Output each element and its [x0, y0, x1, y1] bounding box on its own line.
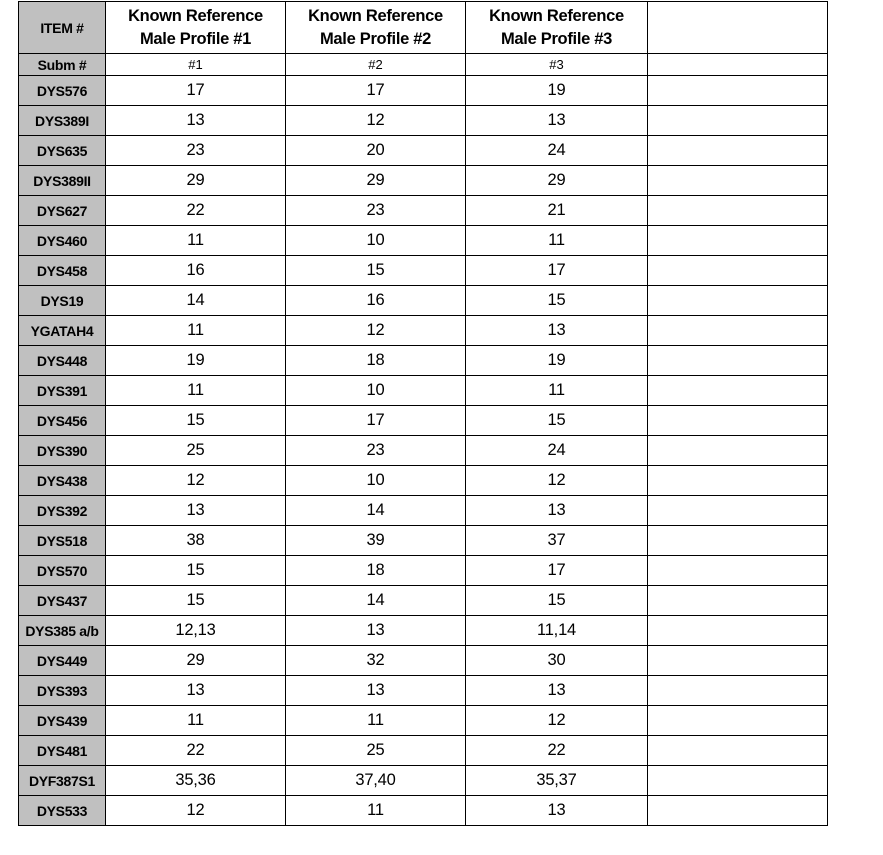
- allele-value: 12: [286, 316, 466, 346]
- allele-value: [648, 496, 828, 526]
- allele-value: 35,37: [466, 766, 648, 796]
- allele-value: 37: [466, 526, 648, 556]
- marker-label: YGATAH4: [19, 316, 106, 346]
- allele-value: 12: [106, 796, 286, 826]
- allele-value: 30: [466, 646, 648, 676]
- allele-value: 25: [286, 736, 466, 766]
- profile-2-header: [286, 2, 466, 54]
- allele-value: 10: [286, 226, 466, 256]
- allele-value: 18: [286, 346, 466, 376]
- table-row: [19, 406, 828, 436]
- table-body: [19, 2, 828, 826]
- table-row: [19, 556, 828, 586]
- table-row: [19, 376, 828, 406]
- allele-value: 17: [466, 256, 648, 286]
- allele-value: [648, 796, 828, 826]
- allele-value: 11: [466, 226, 648, 256]
- allele-value: 10: [286, 376, 466, 406]
- table-row: [19, 706, 828, 736]
- allele-value: 13: [466, 316, 648, 346]
- header-line-1: Known Reference: [489, 6, 624, 25]
- table-row: [19, 796, 828, 826]
- profile-3-header: [466, 2, 648, 54]
- table-row: [19, 196, 828, 226]
- allele-value: 15: [466, 406, 648, 436]
- header-line-1: Known Reference: [308, 6, 443, 25]
- allele-value: 13: [466, 496, 648, 526]
- subm-value: #2: [286, 54, 466, 76]
- allele-value: 17: [286, 76, 466, 106]
- allele-value: [648, 766, 828, 796]
- marker-label: DYS458: [19, 256, 106, 286]
- allele-value: 15: [466, 286, 648, 316]
- allele-value: 15: [106, 556, 286, 586]
- allele-value: 17: [466, 556, 648, 586]
- table-row: [19, 436, 828, 466]
- allele-value: 37,40: [286, 766, 466, 796]
- marker-label: DYS456: [19, 406, 106, 436]
- allele-value: 19: [466, 76, 648, 106]
- allele-value: 13: [466, 106, 648, 136]
- marker-label: DYS449: [19, 646, 106, 676]
- marker-label: DYS393: [19, 676, 106, 706]
- marker-label: DYF387S1: [19, 766, 106, 796]
- allele-value: 22: [106, 196, 286, 226]
- allele-value: 22: [106, 736, 286, 766]
- allele-value: 17: [286, 406, 466, 436]
- table-row: [19, 766, 828, 796]
- marker-label: DYS390: [19, 436, 106, 466]
- header-row: [19, 2, 828, 54]
- marker-label: DYS389I: [19, 106, 106, 136]
- allele-value: [648, 76, 828, 106]
- allele-value: [648, 586, 828, 616]
- allele-value: [648, 616, 828, 646]
- marker-label: DYS570: [19, 556, 106, 586]
- subm-label: Subm #: [19, 54, 106, 76]
- allele-value: 15: [106, 406, 286, 436]
- marker-label: DYS19: [19, 286, 106, 316]
- allele-value: 23: [286, 196, 466, 226]
- allele-value: 11: [466, 376, 648, 406]
- allele-value: 14: [286, 496, 466, 526]
- marker-label: DYS460: [19, 226, 106, 256]
- table-row: [19, 676, 828, 706]
- marker-label: DYS392: [19, 496, 106, 526]
- allele-value: 11: [106, 316, 286, 346]
- marker-label: DYS439: [19, 706, 106, 736]
- allele-value: 35,36: [106, 766, 286, 796]
- table-row: [19, 736, 828, 766]
- allele-value: 15: [106, 586, 286, 616]
- table-row: [19, 286, 828, 316]
- allele-value: [648, 286, 828, 316]
- marker-label: DYS627: [19, 196, 106, 226]
- allele-value: 19: [466, 346, 648, 376]
- table-row: [19, 616, 828, 646]
- table-row: [19, 646, 828, 676]
- allele-value: 12: [466, 466, 648, 496]
- allele-value: 14: [286, 586, 466, 616]
- allele-value: [648, 436, 828, 466]
- allele-value: [648, 406, 828, 436]
- header-line-2: Male Profile #3: [500, 29, 613, 48]
- marker-label: DYS438: [19, 466, 106, 496]
- allele-value: 19: [106, 346, 286, 376]
- allele-value: 11: [286, 706, 466, 736]
- allele-value: [648, 196, 828, 226]
- allele-value: [648, 376, 828, 406]
- allele-value: 14: [106, 286, 286, 316]
- allele-value: 13: [286, 676, 466, 706]
- marker-label: DYS389II: [19, 166, 106, 196]
- table-row: [19, 346, 828, 376]
- allele-value: 13: [466, 796, 648, 826]
- allele-value: [648, 316, 828, 346]
- profile-1-header: [106, 2, 286, 54]
- allele-value: 22: [466, 736, 648, 766]
- table-row: [19, 466, 828, 496]
- allele-value: 23: [286, 436, 466, 466]
- allele-value: [648, 706, 828, 736]
- table-row: [19, 76, 828, 106]
- allele-value: [648, 556, 828, 586]
- table-row: [19, 316, 828, 346]
- subm-value: #3: [466, 54, 648, 76]
- allele-value: 18: [286, 556, 466, 586]
- table-row: [19, 106, 828, 136]
- marker-label: DYS437: [19, 586, 106, 616]
- marker-label: DYS518: [19, 526, 106, 556]
- allele-value: 11,14: [466, 616, 648, 646]
- allele-value: [648, 226, 828, 256]
- allele-value: 12: [286, 106, 466, 136]
- allele-value: 12: [466, 706, 648, 736]
- marker-label: DYS635: [19, 136, 106, 166]
- allele-value: 29: [466, 166, 648, 196]
- header-line-2: Male Profile #1: [139, 29, 252, 48]
- allele-value: 29: [286, 166, 466, 196]
- table-row: [19, 256, 828, 286]
- allele-value: [648, 646, 828, 676]
- allele-value: 23: [106, 136, 286, 166]
- allele-value: 11: [106, 376, 286, 406]
- allele-value: 12: [106, 466, 286, 496]
- allele-value: 15: [286, 256, 466, 286]
- allele-value: 16: [106, 256, 286, 286]
- ystr-profile-table: [18, 1, 828, 826]
- allele-value: 39: [286, 526, 466, 556]
- table-row: [19, 166, 828, 196]
- table-row: [19, 496, 828, 526]
- allele-value: 13: [106, 106, 286, 136]
- allele-value: 10: [286, 466, 466, 496]
- allele-value: 17: [106, 76, 286, 106]
- table-row: [19, 226, 828, 256]
- allele-value: 11: [286, 796, 466, 826]
- allele-value: 13: [106, 496, 286, 526]
- marker-label: DYS481: [19, 736, 106, 766]
- allele-value: 11: [106, 706, 286, 736]
- allele-value: [648, 346, 828, 376]
- allele-value: 29: [106, 646, 286, 676]
- allele-value: 21: [466, 196, 648, 226]
- header-line-1: Known Reference: [128, 6, 263, 25]
- allele-value: 16: [286, 286, 466, 316]
- allele-value: [648, 526, 828, 556]
- marker-label: DYS533: [19, 796, 106, 826]
- allele-value: 13: [106, 676, 286, 706]
- allele-value: 38: [106, 526, 286, 556]
- allele-value: [648, 676, 828, 706]
- allele-value: [648, 256, 828, 286]
- allele-value: 11: [106, 226, 286, 256]
- allele-value: 24: [466, 436, 648, 466]
- allele-value: 32: [286, 646, 466, 676]
- subm-value: #1: [106, 54, 286, 76]
- allele-value: 24: [466, 136, 648, 166]
- table-row: [19, 136, 828, 166]
- item-number-header: ITEM #: [19, 2, 106, 54]
- submission-row: [19, 54, 828, 76]
- marker-label: DYS385 a/b: [19, 616, 106, 646]
- allele-value: 12,13: [106, 616, 286, 646]
- subm-value: [648, 54, 828, 76]
- marker-label: DYS391: [19, 376, 106, 406]
- allele-value: 13: [466, 676, 648, 706]
- allele-value: [648, 736, 828, 766]
- allele-value: 15: [466, 586, 648, 616]
- allele-value: 25: [106, 436, 286, 466]
- allele-value: 29: [106, 166, 286, 196]
- table-row: [19, 526, 828, 556]
- allele-value: [648, 466, 828, 496]
- marker-label: DYS448: [19, 346, 106, 376]
- allele-value: 20: [286, 136, 466, 166]
- allele-value: 13: [286, 616, 466, 646]
- marker-label: DYS576: [19, 76, 106, 106]
- allele-value: [648, 106, 828, 136]
- header-line-2: Male Profile #2: [319, 29, 432, 48]
- empty-column-header: [648, 2, 828, 54]
- allele-value: [648, 136, 828, 166]
- table-row: [19, 586, 828, 616]
- allele-value: [648, 166, 828, 196]
